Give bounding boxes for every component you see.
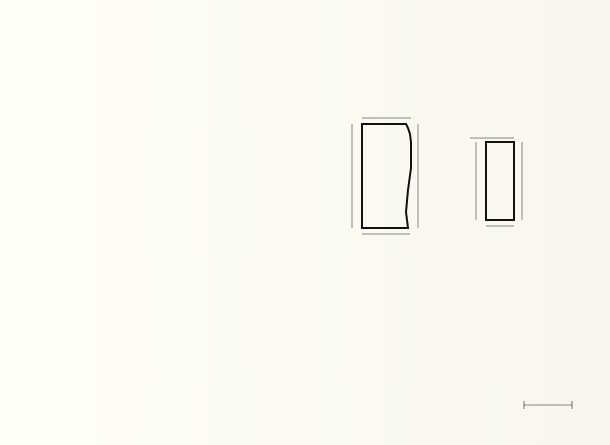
crochet-scheme [420,245,606,435]
garment-pattern-diagrams [318,108,608,243]
instructions-column [8,4,308,8]
sleeve-pattern [470,138,522,226]
front-back-pattern [352,118,418,234]
